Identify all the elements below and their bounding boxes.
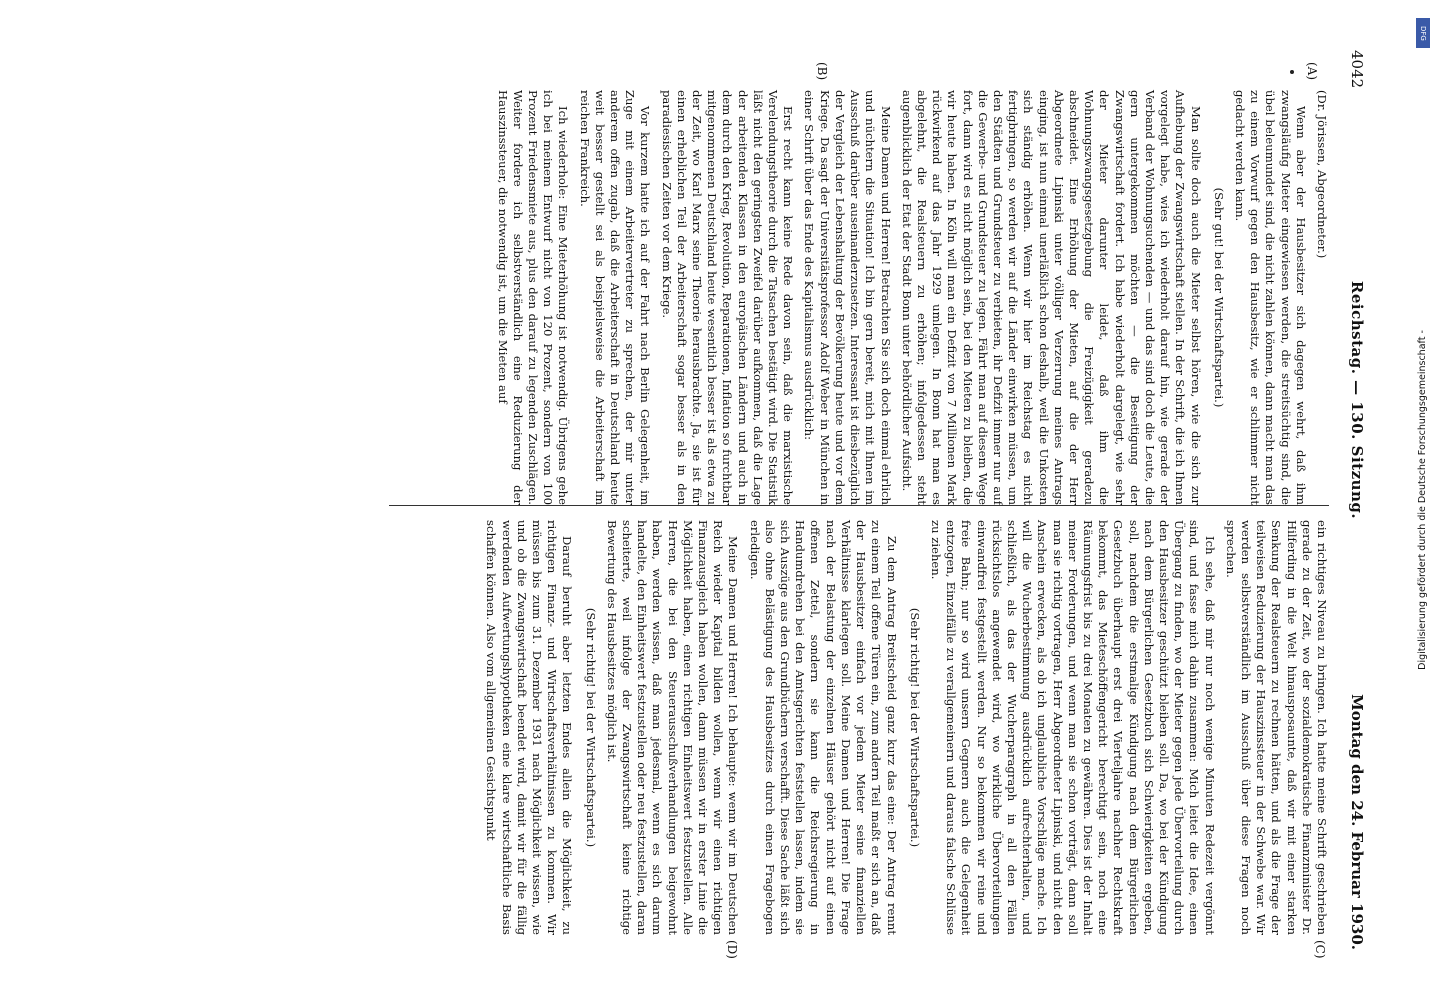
session-date: Montag den 24. Februar 1930. bbox=[1348, 694, 1366, 950]
interjection: (Sehr gut! bei der Wirtschaftspartei.) bbox=[1211, 187, 1226, 408]
paragraph: Zu dem Antrag Breitscheid ganz kurz das eine: Der Antrag rennt zu einem Teil offene Türen ein, zum andern Teil maßt er sich an, daß der Hausbesitzer einfach vor jedem Mieter seine finanziellen Verhältnisse klarlegen soll. Meine Damen und Herren! Die Frage nach der Belastung der einzelnen Häuser gehört nicht auf einen offenen Zettel, sondern sie kann die Reichsregierung in Handumdrehen bei den Amtsgerichten feststellen lassen, indem sie sich Auszüge aus den Grundbüchern verschafft. Diese Sache läßt sich also ohne Belästigung des Hausbesitzes durch einen Fragebogen erledigen. bbox=[747, 520, 899, 935]
rotated-page-content bbox=[55, 10, 1389, 990]
paragraph: Wenn aber der Hausbesitzer sich dagegen wehrt, daß ihm zwangsläufig Mieter eingewiesen werden, die streitsüchtig sind, die übel beleumundet sind, die nicht zahlen können, dann macht man das zu einem Vorwurf gegen den Hausbesitz, wie er schlimmer nicht gedacht werden kann. bbox=[1232, 90, 1308, 505]
left-text-column bbox=[488, 90, 1329, 505]
speaker-attribution: (Dr. Jörissen, Abgeordneter.) bbox=[1315, 90, 1329, 259]
paragraph: Meine Damen und Herren! Betrachten Sie sich doch einmal ehrlich und nüchtern die Situation! Ich bin gern bereit, mich mit Ihnen im Ausschuß darüber auseinanderzusetzen. Interessant ist diesbezüglich der Vergleich der Lebenshaltung der Bevölkerung heute und vor dem Kriege. Da sagt der Universitätsprofessor Adolf Weber in München in einer Schrift über das Ende des Kapitalismus ausdrücklich: bbox=[802, 90, 893, 505]
paragraph: Darauf beruht aber letzten Endes allein die Möglichkeit, zu richtigen Finanz- und Wirtschaftsverhältnissen zu kommen. Wir müssen bis zum 31. Dezember 1931 nach Möglichkeit wissen, wie und ob die Zwangswirtschaft beendet wird, damit wir für die fällig werdenden Aufwertungshypotheken eine klare wirtschaftliche Basis schaffen können. Also vom allgemeinen Gesichtspunkt bbox=[484, 520, 575, 935]
right-text-column bbox=[477, 520, 1329, 935]
page-header bbox=[1343, 50, 1371, 950]
dfg-logo: DFG bbox=[1416, 18, 1430, 48]
credit-text: Digitalisierung gefördert durch die Deutsche Forschungsgemeinschaft - bbox=[1417, 330, 1428, 670]
paragraph: Meine Damen und Herren! Ich behaupte: wenn wir im Deutschen Reich wieder Kapital bilden wollen, wenn wir einen richtigen Finanzausgleich haben wollen, dann müssen wir in erster Linie die Möglichkeit haben, einen richtigen Einheitswert festzustellen. Alle Herren, die bei den Steuerausschußverhandlungen beigewohnt haben, werden wissen, daß man jedesmal, wenn es sich darum handelte, den Einheitswert festzustellen oder neu festzustellen, daran scheiterte, weil infolge der Zwangswirtschaft keine richtige Bewertung des Hausbesitzes möglich ist. bbox=[604, 520, 741, 935]
paragraph: Man sollte doch auch die Mieter selbst hören, wie die sich zur Aufhebung der Zwangswirtschaft stellen. In der Schrift, die ich Ihnen vorgelegt habe, wies ich wiederholt darauf hin, wie gerade der Verband der Wohnungsuchenden — und das sind doch die Leute, die gern untergekommen möchten — die Beseitigung der Zwangswirtschaft fordert. Ich habe wiederholt dargelegt, wie sehr der Mieter darunter leidet, daß ihm die Wohnungszwangsgesetzgebung die Freizügigkeit geradezu abschneidet. Eine Erhöhung der Mieten, auf die der Herr Abgeordnete Lipinski unter völliger Verzerrung meines Antrags einging, ist nun einmal unerläßlich schon deshalb, weil die Unkosten sich ständig erhöhen. Wenn wir hier im Reichstag es nicht fertigbringen, so werden wir auf die Länder einwirken müssen, um den Städten und Grundsteuer zu verbieten, ihr Defizit immer nur auf die Gewerbe- und Grundsteuer zu legen. Fährt man auf diesem Wege fort, dann wird es nicht möglich sein, bei den Mieten zu bleiben, die wir heute haben. In Köln will man ein Defizit von 7 Millionen Mark rückwirkend auf das Jahr 1929 umlegen. In Bonn hat man es abgelehnt, die Realsteuern zu erhöhen; infolgedessen steht augenblicklich der Etat der Stadt Bonn unter behördlicher Aufsicht. bbox=[899, 90, 1203, 505]
interjection: (Sehr richtig! bei der Wirtschaftspartei.) bbox=[907, 607, 922, 848]
paragraph: Ich sehe, daß mir nur noch wenige Minuten Redezeit vergönnt sind, und fasse mich dahin zusammen: Mich leitet die Idee, einen Übergang zu finden, wo der Mieter gegen jede Übervorteilung durch den Hausbesitzer geschützt bleiben soll. Da, wo bei der Kündigung nach dem Bürgerlichen Gesetzbuch sich Schwierigkeiten ergeben, soll, nachdem die erstmalige Kündigung nach dem Bürgerlichen Gesetzbuch überhaupt erst drei Vierteljahre nachher Rechtskraft bekommt, das Mieteschöffengericht berechtigt sein, noch eine Räumungsfrist bis zu drei Monaten zu gewähren. Dies ist der Inhalt meiner Forderungen, und wenn man sie schon vorträgt, dann soll man sie richtig vortragen, Herr Abgeordneter Lipinski, und nicht den Anschein erwecken, als ob ich unglaubliche Vorschläge mache. Ich will die Wucherbestimmung ausdrücklich aufrechterhalten, und schließlich, als das der Wucherparagraph in all den Fällen rücksichtslos angewendet wird, wo wirkliche Übervorteilungen einwandfrei festgestellt werden. Nur so bekommen wir reine und freie Bahn; nur so wird unsern Gegnern auch die Gelegenheit entzogen, Einzelfälle zu verallgemeinern und daraus falsche Schlüsse zu ziehen. bbox=[928, 520, 1217, 935]
margin-mark-d: (D) bbox=[725, 940, 739, 959]
session-title: Reichstag. — 130. Sitzung. bbox=[1348, 280, 1366, 520]
digitization-credit bbox=[1414, 10, 1434, 990]
margin-mark-c: (C) bbox=[1313, 940, 1327, 959]
interjection: (Sehr richtig! bei der Wirtschaftspartei.) bbox=[583, 607, 598, 848]
column-divider bbox=[389, 505, 1329, 506]
margin-mark-a: (A) bbox=[1305, 62, 1319, 81]
paragraph: Vor kurzem hatte ich auf der Fahrt nach Berlin Gelegenheit, im Zuge mit einem Arbeitervertreter zu sprechen, der mir unter anderem offen zugab, daß die Arbeiterschaft in Deutschland heute weit besser gestellt sei als beispielsweise die Arbeiterschaft im reichen Frankreich. bbox=[577, 90, 653, 505]
page-number: 4042 bbox=[1348, 50, 1366, 89]
margin-mark-b: (B) bbox=[815, 62, 829, 81]
paragraph: ein richtiges Niveau zu bringen. Ich hatte meine Schrift geschrieben gerade zu der Zeit, wo der sozialdemokratische Finanzminister Dr. Hilferding in die Welt hinausposaunte, daß wir mit einer starken Senkung der Realsteuern zu rechnen hätten, und als die Frage der teilweisen Reduzierung der Hauszinssteuer in der Schwebe war. Wir werden selbstverständlich im Ausschuß über diese Fragen noch sprechen. bbox=[1223, 520, 1329, 935]
document-sheet bbox=[55, 10, 1389, 990]
paragraph: Ich wiederhole: Eine Mieterhöhung ist notwendig. Übrigens gehe ich bei meinem Entwurf nicht von 120 Prozent, sondern von 100 Prozent Friedensmiete aus, plus den darauf zu legenden Zuschlägen. Weiter fordere ich selbstverständlich eine Reduzierung der Hauszinssteuer, die notwendig ist, um die Mieten auf bbox=[495, 90, 571, 505]
margin-dot bbox=[1290, 70, 1294, 74]
quotation: Erst recht kann keine Rede davon sein, daß die marxistische Verelendungstheorie durch die Tatsachen bestätigt wird. Die Statistik läßt nicht den geringsten Zweifel darüber aufkommen, daß die Lage der arbeitenden Klassen in den europäischen Ländern und auch in dem durch den Krieg, Revolution, Reparationen, Inflation so furchtbar mitgenommenen Deutschland heute wesentlich besser ist als etwa zu der Zeit, wo Karl Marx seine Theorie herausbrachte. Ja, sie ist für einen erheblichen Teil der Arbeiterschaft sogar besser als in den paradiesischen Zeiten vor dem Kriege. bbox=[659, 90, 796, 506]
